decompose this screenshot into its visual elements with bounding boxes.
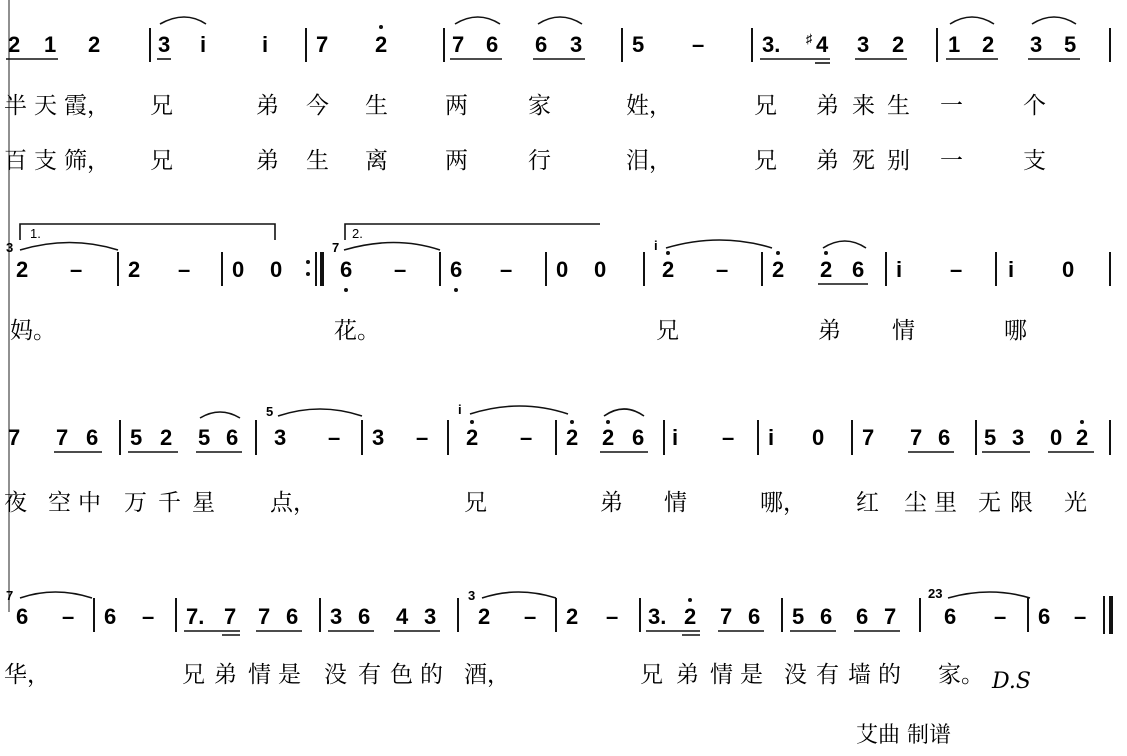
- lyric-char: 的: [420, 662, 443, 688]
- lyric-char: 酒，: [464, 662, 510, 688]
- svg-text:4: 4: [816, 32, 829, 57]
- lyric-char: 弟: [600, 490, 623, 516]
- svg-text:3: 3: [570, 32, 583, 57]
- grace-note: i: [458, 402, 462, 417]
- lyric-char: 天: [34, 93, 57, 119]
- svg-text:2: 2: [466, 425, 479, 450]
- svg-text:0: 0: [270, 257, 283, 282]
- lyric-char: 兄: [754, 93, 777, 119]
- svg-text:–: –: [70, 257, 83, 282]
- lyric-char: 行: [528, 148, 551, 174]
- svg-text:7: 7: [910, 425, 923, 450]
- lyric-char: 个: [1023, 93, 1046, 119]
- svg-text:7: 7: [884, 604, 897, 629]
- svg-text:2: 2: [772, 257, 785, 282]
- grace-note: 23: [928, 586, 943, 601]
- svg-text:6: 6: [358, 604, 371, 629]
- lyric-char: 情: [664, 490, 687, 516]
- svg-text:5: 5: [632, 32, 645, 57]
- svg-text:3: 3: [158, 32, 171, 57]
- svg-text:6: 6: [944, 604, 957, 629]
- svg-text:2: 2: [982, 32, 995, 57]
- lyric-char: 弟: [818, 318, 841, 344]
- svg-text:–: –: [142, 604, 155, 629]
- svg-text:0: 0: [232, 257, 245, 282]
- lyric-char: 有: [816, 662, 839, 688]
- grace-note: 7: [6, 588, 14, 603]
- lyric-char: 兄: [464, 490, 487, 516]
- svg-text:1: 1: [948, 32, 961, 57]
- lyric-char: 支: [34, 148, 57, 174]
- svg-text:–: –: [500, 257, 513, 282]
- lyric-char: 红: [856, 490, 879, 516]
- lyric-char: 的: [878, 662, 901, 688]
- svg-text:–: –: [328, 425, 341, 450]
- svg-text:2: 2: [478, 604, 491, 629]
- svg-text:5: 5: [130, 425, 143, 450]
- svg-text:2: 2: [16, 257, 29, 282]
- lyrics-row-1-verse-2: [4, 148, 1046, 174]
- grace-note: 5: [266, 404, 274, 419]
- svg-text:i: i: [672, 425, 679, 450]
- svg-text:2: 2: [662, 257, 675, 282]
- staff-row-2: [6, 224, 1110, 292]
- svg-text:–: –: [692, 32, 705, 57]
- lyric-char: 弟: [256, 148, 279, 174]
- svg-text:2: 2: [1076, 425, 1089, 450]
- svg-text:3: 3: [372, 425, 385, 450]
- svg-text:7: 7: [316, 32, 329, 57]
- svg-text:–: –: [394, 257, 407, 282]
- lyric-char: 没: [784, 662, 807, 688]
- svg-text:3.: 3.: [762, 32, 781, 57]
- lyric-char: 光: [1064, 490, 1087, 516]
- lyric-char: 空: [48, 490, 71, 516]
- lyric-char: 千: [158, 490, 181, 516]
- svg-text:–: –: [716, 257, 729, 282]
- svg-text:6: 6: [450, 257, 463, 282]
- svg-text:6: 6: [486, 32, 499, 57]
- svg-text:3: 3: [424, 604, 437, 629]
- lyric-char: 色: [390, 662, 413, 688]
- svg-text:4: 4: [396, 604, 409, 629]
- svg-text:2: 2: [88, 32, 101, 57]
- svg-text:2: 2: [684, 604, 697, 629]
- ds-mark: D.S: [992, 669, 1031, 694]
- svg-text:–: –: [416, 425, 429, 450]
- svg-text:6: 6: [856, 604, 869, 629]
- staff-row-1: [6, 17, 1110, 63]
- volta-second-label: 2.: [352, 226, 363, 241]
- svg-text:3: 3: [330, 604, 343, 629]
- lyric-char: 离: [365, 148, 388, 174]
- svg-text:5: 5: [198, 425, 211, 450]
- lyrics-row-4: [4, 662, 1031, 694]
- svg-text:2: 2: [820, 257, 833, 282]
- svg-text:0: 0: [812, 425, 825, 450]
- lyric-char: 筛，: [64, 148, 110, 174]
- lyrics-row-3: [4, 490, 1087, 516]
- svg-text:5: 5: [792, 604, 805, 629]
- lyric-char: 无: [978, 490, 1001, 516]
- lyric-char: 姓，: [626, 93, 672, 119]
- svg-text:2: 2: [128, 257, 141, 282]
- lyric-char: 有: [358, 662, 381, 688]
- svg-text:6: 6: [852, 257, 865, 282]
- svg-text:7.: 7.: [186, 604, 205, 629]
- svg-text:i: i: [896, 257, 903, 282]
- lyric-char: 来: [852, 93, 875, 119]
- lyric-char: 家。: [938, 662, 984, 688]
- svg-text:6: 6: [938, 425, 951, 450]
- lyric-char: 兄: [182, 662, 205, 688]
- svg-text:–: –: [994, 604, 1007, 629]
- lyric-char: 家: [528, 93, 551, 119]
- lyric-char: 中: [78, 490, 101, 516]
- svg-text:7: 7: [720, 604, 733, 629]
- svg-text:–: –: [524, 604, 537, 629]
- lyric-char: 情: [892, 318, 915, 344]
- svg-text:–: –: [178, 257, 191, 282]
- lyric-char: 里: [934, 490, 957, 516]
- svg-text:3: 3: [857, 32, 870, 57]
- svg-text:i: i: [262, 32, 269, 57]
- lyric-char: 两: [445, 148, 468, 174]
- lyrics-row-2: [10, 318, 1027, 344]
- lyric-char: 情: [710, 662, 733, 688]
- lyrics-row-1-verse-1: [4, 93, 1046, 119]
- lyric-char: 哪，: [760, 490, 806, 516]
- lyric-char: 是: [740, 662, 763, 688]
- svg-text:2: 2: [566, 604, 579, 629]
- svg-text:6: 6: [820, 604, 833, 629]
- svg-text:–: –: [950, 257, 963, 282]
- lyric-char: 今: [306, 93, 329, 119]
- svg-text:7: 7: [452, 32, 465, 57]
- svg-text:6: 6: [86, 425, 99, 450]
- lyric-char: 生: [365, 93, 388, 119]
- sharp-sign: ♯: [806, 31, 813, 46]
- lyric-char: 百: [4, 148, 27, 174]
- lyric-char: 弟: [816, 148, 839, 174]
- svg-text:–: –: [62, 604, 75, 629]
- lyric-char: 半: [4, 93, 27, 119]
- lyric-char: 兄: [656, 318, 679, 344]
- svg-text:–: –: [606, 604, 619, 629]
- lyric-char: 花。: [334, 318, 380, 344]
- svg-text:–: –: [1074, 604, 1087, 629]
- lyric-char: 尘: [904, 490, 927, 516]
- lyric-char: 兄: [150, 148, 173, 174]
- svg-text:2: 2: [8, 32, 21, 57]
- svg-text:6: 6: [535, 32, 548, 57]
- lyric-char: 两: [445, 93, 468, 119]
- svg-text:3: 3: [1012, 425, 1025, 450]
- svg-text:6: 6: [16, 604, 29, 629]
- lyric-char: 别: [887, 148, 910, 174]
- svg-text:7: 7: [56, 425, 69, 450]
- svg-text:6: 6: [748, 604, 761, 629]
- svg-text:3: 3: [274, 425, 287, 450]
- lyric-char: 兄: [754, 148, 777, 174]
- svg-text:2: 2: [566, 425, 579, 450]
- svg-text:2: 2: [375, 32, 388, 57]
- svg-text:6: 6: [632, 425, 645, 450]
- lyric-char: 没: [324, 662, 347, 688]
- svg-text:7: 7: [258, 604, 271, 629]
- lyric-char: 墙: [848, 662, 871, 688]
- lyric-char: 死: [852, 148, 875, 174]
- lyric-char: 兄: [640, 662, 663, 688]
- credit-text: 艾曲 制谱: [856, 723, 951, 748]
- lyric-char: 弟: [256, 93, 279, 119]
- lyric-char: 妈。: [10, 318, 56, 344]
- svg-text:3.: 3.: [648, 604, 667, 629]
- svg-text:2: 2: [892, 32, 905, 57]
- grace-note: 7: [332, 240, 340, 255]
- grace-note: 3: [468, 588, 476, 603]
- lyric-char: 泪，: [626, 148, 672, 174]
- svg-text:i: i: [1008, 257, 1015, 282]
- svg-text:6: 6: [340, 257, 353, 282]
- lyric-char: 哪: [1004, 318, 1027, 344]
- lyric-char: 万: [124, 490, 147, 516]
- svg-text:0: 0: [594, 257, 607, 282]
- lyric-char: 点，: [270, 490, 316, 516]
- lyric-char: 兄: [150, 93, 173, 119]
- svg-text:3: 3: [1030, 32, 1043, 57]
- lyric-char: 支: [1023, 148, 1046, 174]
- lyric-char: 是: [278, 662, 301, 688]
- grace-note: 3: [6, 240, 14, 255]
- svg-text:2: 2: [160, 425, 173, 450]
- lyric-char: 星: [192, 490, 215, 516]
- lyric-char: 情: [248, 662, 271, 688]
- lyric-char: 华，: [4, 662, 50, 688]
- lyric-char: 霞，: [64, 93, 110, 119]
- lyric-char: 一: [940, 93, 963, 119]
- svg-text:0: 0: [1062, 257, 1075, 282]
- lyric-char: 夜: [4, 490, 27, 516]
- lyric-char: 一: [940, 148, 963, 174]
- svg-text:5: 5: [984, 425, 997, 450]
- svg-text:7: 7: [8, 425, 21, 450]
- svg-text:6: 6: [1038, 604, 1051, 629]
- lyric-char: 生: [887, 93, 910, 119]
- svg-text:i: i: [768, 425, 775, 450]
- svg-text:0: 0: [1050, 425, 1063, 450]
- svg-text:6: 6: [104, 604, 117, 629]
- svg-text:1: 1: [44, 32, 57, 57]
- staff-row-4: [6, 586, 1111, 635]
- volta-first-label: 1.: [30, 226, 41, 241]
- svg-text:7: 7: [224, 604, 237, 629]
- svg-text:6: 6: [286, 604, 299, 629]
- svg-text:2: 2: [602, 425, 615, 450]
- lyric-char: 弟: [816, 93, 839, 119]
- grace-note: i: [654, 238, 658, 253]
- svg-text:0: 0: [556, 257, 569, 282]
- svg-text:7: 7: [862, 425, 875, 450]
- lyric-char: 生: [306, 148, 329, 174]
- svg-text:–: –: [722, 425, 735, 450]
- staff-row-3: [8, 402, 1110, 455]
- lyric-char: 弟: [676, 662, 699, 688]
- lyric-char: 限: [1010, 490, 1033, 516]
- lyric-char: 弟: [214, 662, 237, 688]
- svg-text:5: 5: [1064, 32, 1077, 57]
- svg-text:–: –: [520, 425, 533, 450]
- svg-text:6: 6: [226, 425, 239, 450]
- svg-text:i: i: [200, 32, 207, 57]
